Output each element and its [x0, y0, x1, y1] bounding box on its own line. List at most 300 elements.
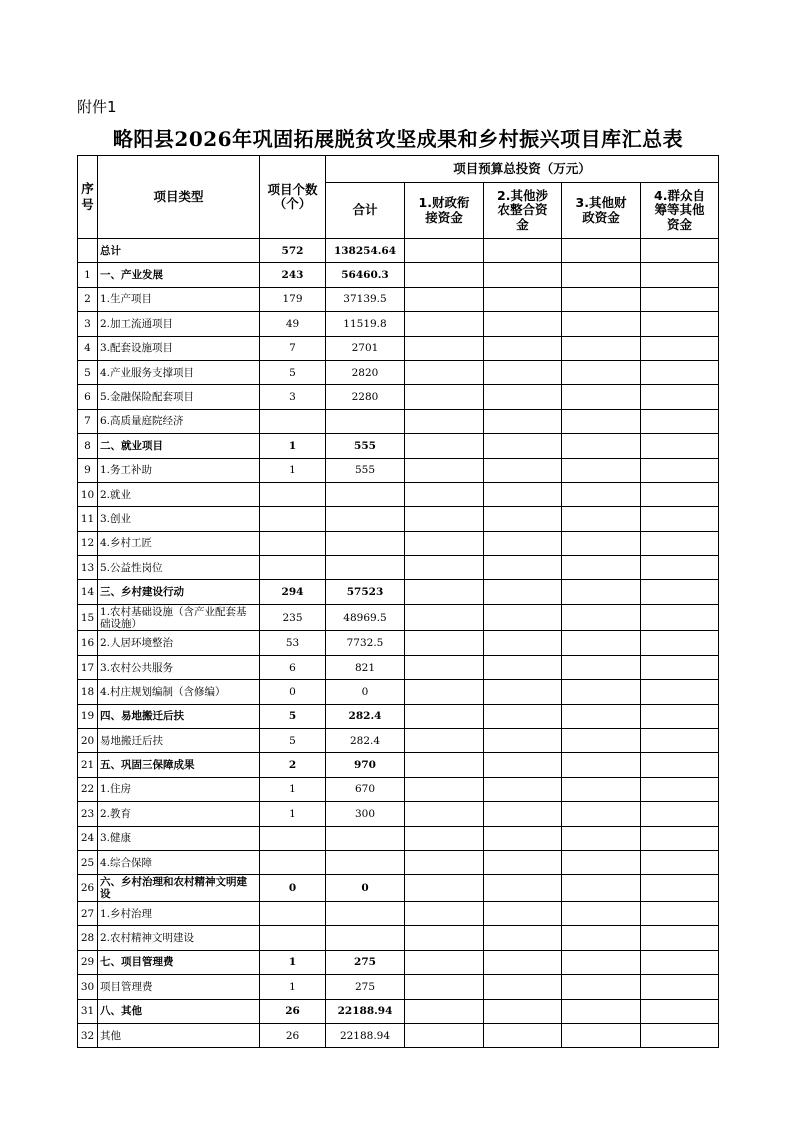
row-type-name: 3.配套设施项目 — [98, 336, 260, 360]
row-fund-1-cell — [405, 458, 484, 482]
table-row — [78, 482, 719, 506]
row-count: 49 — [260, 312, 326, 336]
row-fund-4-cell — [641, 753, 719, 777]
table-body — [78, 239, 719, 1048]
header-fund-3: 3.其他财政资金 — [562, 183, 641, 239]
row-type-name: 1.务工补助 — [98, 458, 260, 482]
row-fund-1-cell — [405, 482, 484, 506]
row-fund-3-cell — [562, 850, 641, 874]
row-seq: 20 — [78, 729, 98, 753]
row-fund-4-cell — [641, 901, 719, 925]
row-fund-4-cell — [641, 580, 719, 604]
row-fund-1-cell — [405, 631, 484, 655]
row-fund-2-cell — [484, 704, 562, 728]
row-count: 7 — [260, 336, 326, 360]
table-row — [78, 680, 719, 704]
row-fund-4-cell — [641, 409, 719, 433]
row-count: 0 — [260, 680, 326, 704]
row-count: 1 — [260, 458, 326, 482]
row-fund-1-cell — [405, 507, 484, 531]
table-row — [78, 655, 719, 679]
row-count: 6 — [260, 655, 326, 679]
row-seq: 3 — [78, 312, 98, 336]
row-type-name: 2.农村精神文明建设 — [98, 926, 260, 950]
row-total — [326, 507, 405, 531]
row-type-name: 一、产业发展 — [98, 263, 260, 287]
row-fund-4-cell — [641, 312, 719, 336]
row-count — [260, 507, 326, 531]
row-fund-3-cell — [562, 777, 641, 801]
row-fund-3-cell — [562, 802, 641, 826]
row-fund-3-cell — [562, 409, 641, 433]
row-fund-4-cell — [641, 360, 719, 384]
row-count — [260, 926, 326, 950]
row-count: 572 — [260, 239, 326, 263]
row-fund-4-cell — [641, 802, 719, 826]
attachment-label: 附件1 — [77, 98, 117, 116]
row-seq: 8 — [78, 434, 98, 458]
row-fund-2-cell — [484, 631, 562, 655]
row-total: 37139.5 — [326, 287, 405, 311]
table-row — [78, 875, 719, 902]
row-count — [260, 826, 326, 850]
row-seq: 32 — [78, 1023, 98, 1047]
table-row — [78, 950, 719, 974]
row-type-name: 3.健康 — [98, 826, 260, 850]
row-seq: 7 — [78, 409, 98, 433]
row-fund-2-cell — [484, 263, 562, 287]
row-fund-4-cell — [641, 239, 719, 263]
row-fund-4-cell — [641, 729, 719, 753]
row-count: 53 — [260, 631, 326, 655]
row-fund-2-cell — [484, 580, 562, 604]
row-fund-2-cell — [484, 531, 562, 555]
row-type-name: 二、就业项目 — [98, 434, 260, 458]
row-fund-2-cell — [484, 802, 562, 826]
row-fund-2-cell — [484, 875, 562, 902]
row-total: 56460.3 — [326, 263, 405, 287]
row-seq: 22 — [78, 777, 98, 801]
row-fund-1-cell — [405, 239, 484, 263]
row-type-name: 总计 — [98, 239, 260, 263]
row-fund-2-cell — [484, 385, 562, 409]
row-fund-3-cell — [562, 556, 641, 580]
row-fund-3-cell — [562, 926, 641, 950]
row-seq: 6 — [78, 385, 98, 409]
row-type-name: 项目管理费 — [98, 975, 260, 999]
row-seq: 5 — [78, 360, 98, 384]
row-fund-4-cell — [641, 680, 719, 704]
row-fund-1-cell — [405, 531, 484, 555]
row-fund-4-cell — [641, 826, 719, 850]
row-fund-1-cell — [405, 850, 484, 874]
row-type-name: 五、巩固三保障成果 — [98, 753, 260, 777]
table-row — [78, 604, 719, 631]
row-seq: 14 — [78, 580, 98, 604]
row-fund-4-cell — [641, 531, 719, 555]
row-total: 0 — [326, 875, 405, 902]
row-fund-2-cell — [484, 312, 562, 336]
row-count: 26 — [260, 999, 326, 1023]
row-count: 5 — [260, 729, 326, 753]
table-row — [78, 531, 719, 555]
row-fund-2-cell — [484, 753, 562, 777]
table-row — [78, 850, 719, 874]
table-row — [78, 507, 719, 531]
row-fund-3-cell — [562, 680, 641, 704]
row-fund-3-cell — [562, 1023, 641, 1047]
row-total: 2820 — [326, 360, 405, 384]
row-count: 294 — [260, 580, 326, 604]
row-seq: 4 — [78, 336, 98, 360]
row-count: 3 — [260, 385, 326, 409]
document-title: 略阳县2026年巩固拓展脱贫攻坚成果和乡村振兴项目库汇总表 — [112, 127, 684, 151]
table-row — [78, 753, 719, 777]
row-total: 282.4 — [326, 704, 405, 728]
row-fund-1-cell — [405, 729, 484, 753]
row-type-name: 八、其他 — [98, 999, 260, 1023]
row-fund-3-cell — [562, 507, 641, 531]
row-count — [260, 901, 326, 925]
row-type-name: 2.加工流通项目 — [98, 312, 260, 336]
row-fund-2-cell — [484, 950, 562, 974]
row-count: 1 — [260, 950, 326, 974]
row-fund-1-cell — [405, 580, 484, 604]
row-fund-1-cell — [405, 680, 484, 704]
row-count: 235 — [260, 604, 326, 631]
table-row — [78, 802, 719, 826]
row-fund-4-cell — [641, 336, 719, 360]
row-seq: 12 — [78, 531, 98, 555]
table-row — [78, 901, 719, 925]
row-count — [260, 409, 326, 433]
row-total: 2701 — [326, 336, 405, 360]
row-total: 57523 — [326, 580, 405, 604]
row-seq: 27 — [78, 901, 98, 925]
table-row — [78, 360, 719, 384]
row-total — [326, 901, 405, 925]
header-fund-1: 1.财政衔接资金 — [405, 183, 484, 239]
table-row — [78, 287, 719, 311]
row-fund-3-cell — [562, 312, 641, 336]
row-fund-4-cell — [641, 1023, 719, 1047]
table-row — [78, 926, 719, 950]
row-fund-4-cell — [641, 507, 719, 531]
row-fund-2-cell — [484, 901, 562, 925]
table-row — [78, 580, 719, 604]
table-row — [78, 263, 719, 287]
row-fund-2-cell — [484, 1023, 562, 1047]
row-fund-4-cell — [641, 482, 719, 506]
row-total — [326, 826, 405, 850]
row-type-name: 5.金融保险配套项目 — [98, 385, 260, 409]
header-budget-group: 项目预算总投资（万元） — [326, 156, 719, 183]
row-type-name: 2.人居环境整治 — [98, 631, 260, 655]
row-fund-3-cell — [562, 604, 641, 631]
row-fund-2-cell — [484, 655, 562, 679]
row-fund-1-cell — [405, 875, 484, 902]
row-total: 2280 — [326, 385, 405, 409]
row-total: 282.4 — [326, 729, 405, 753]
row-seq: 19 — [78, 704, 98, 728]
row-type-name: 4.产业服务支撑项目 — [98, 360, 260, 384]
row-count: 5 — [260, 360, 326, 384]
row-fund-2-cell — [484, 434, 562, 458]
row-count — [260, 556, 326, 580]
row-seq: 21 — [78, 753, 98, 777]
row-fund-2-cell — [484, 850, 562, 874]
row-fund-3-cell — [562, 704, 641, 728]
header-fund-4: 4.群众自筹等其他资金 — [641, 183, 719, 239]
row-fund-3-cell — [562, 655, 641, 679]
row-fund-1-cell — [405, 1023, 484, 1047]
row-total: 48969.5 — [326, 604, 405, 631]
header-type: 项目类型 — [98, 156, 260, 239]
row-fund-2-cell — [484, 239, 562, 263]
row-fund-2-cell — [484, 336, 562, 360]
row-fund-4-cell — [641, 850, 719, 874]
row-fund-3-cell — [562, 482, 641, 506]
row-fund-1-cell — [405, 409, 484, 433]
row-fund-4-cell — [641, 999, 719, 1023]
row-total: 275 — [326, 975, 405, 999]
table-row — [78, 312, 719, 336]
row-seq: 23 — [78, 802, 98, 826]
row-fund-1-cell — [405, 753, 484, 777]
row-fund-2-cell — [484, 826, 562, 850]
row-total: 275 — [326, 950, 405, 974]
row-type-name: 六、乡村治理和农村精神文明建设 — [98, 875, 260, 902]
row-fund-3-cell — [562, 580, 641, 604]
row-fund-3-cell — [562, 458, 641, 482]
row-type-name: 4.综合保障 — [98, 850, 260, 874]
row-total: 970 — [326, 753, 405, 777]
row-seq — [78, 239, 98, 263]
row-fund-3-cell — [562, 950, 641, 974]
row-count: 179 — [260, 287, 326, 311]
table-row — [78, 239, 719, 263]
row-fund-4-cell — [641, 975, 719, 999]
row-fund-3-cell — [562, 729, 641, 753]
row-seq: 28 — [78, 926, 98, 950]
row-fund-1-cell — [405, 287, 484, 311]
row-fund-3-cell — [562, 336, 641, 360]
row-fund-3-cell — [562, 875, 641, 902]
row-seq: 31 — [78, 999, 98, 1023]
row-fund-2-cell — [484, 482, 562, 506]
row-fund-2-cell — [484, 975, 562, 999]
row-fund-3-cell — [562, 434, 641, 458]
header-fund-2: 2.其他涉农整合资金 — [484, 183, 562, 239]
row-seq: 26 — [78, 875, 98, 902]
row-total: 22188.94 — [326, 1023, 405, 1047]
row-fund-2-cell — [484, 604, 562, 631]
row-fund-2-cell — [484, 729, 562, 753]
row-fund-1-cell — [405, 336, 484, 360]
row-total — [326, 531, 405, 555]
row-total: 11519.8 — [326, 312, 405, 336]
row-count: 0 — [260, 875, 326, 902]
row-fund-2-cell — [484, 409, 562, 433]
table-row — [78, 631, 719, 655]
row-total: 670 — [326, 777, 405, 801]
row-type-name: 3.创业 — [98, 507, 260, 531]
table-row — [78, 777, 719, 801]
row-fund-3-cell — [562, 826, 641, 850]
summary-table — [77, 155, 719, 1048]
row-fund-2-cell — [484, 287, 562, 311]
row-seq: 16 — [78, 631, 98, 655]
row-fund-2-cell — [484, 458, 562, 482]
row-fund-1-cell — [405, 434, 484, 458]
row-fund-4-cell — [641, 434, 719, 458]
row-fund-3-cell — [562, 901, 641, 925]
row-type-name: 四、易地搬迁后扶 — [98, 704, 260, 728]
row-fund-3-cell — [562, 360, 641, 384]
row-fund-3-cell — [562, 753, 641, 777]
row-fund-1-cell — [405, 950, 484, 974]
row-fund-3-cell — [562, 999, 641, 1023]
row-type-name: 6.高质量庭院经济 — [98, 409, 260, 433]
row-fund-4-cell — [641, 875, 719, 902]
row-fund-1-cell — [405, 312, 484, 336]
row-seq: 11 — [78, 507, 98, 531]
header-seq: 序号 — [78, 156, 98, 239]
row-total: 821 — [326, 655, 405, 679]
table-row — [78, 999, 719, 1023]
row-fund-1-cell — [405, 901, 484, 925]
row-type-name: 4.村庄规划编制（含修编） — [98, 680, 260, 704]
row-type-name: 七、项目管理费 — [98, 950, 260, 974]
row-fund-4-cell — [641, 556, 719, 580]
row-count: 1 — [260, 777, 326, 801]
row-total: 138254.64 — [326, 239, 405, 263]
row-seq: 17 — [78, 655, 98, 679]
row-fund-3-cell — [562, 239, 641, 263]
row-total — [326, 556, 405, 580]
row-fund-4-cell — [641, 287, 719, 311]
row-fund-1-cell — [405, 777, 484, 801]
row-fund-3-cell — [562, 975, 641, 999]
row-seq: 24 — [78, 826, 98, 850]
row-seq: 29 — [78, 950, 98, 974]
row-type-name: 1.农村基础设施（含产业配套基础设施） — [98, 604, 260, 631]
row-fund-4-cell — [641, 263, 719, 287]
row-type-name: 1.生产项目 — [98, 287, 260, 311]
row-total — [326, 409, 405, 433]
row-count: 5 — [260, 704, 326, 728]
table-row — [78, 385, 719, 409]
row-fund-3-cell — [562, 531, 641, 555]
row-type-name: 其他 — [98, 1023, 260, 1047]
table-row — [78, 1023, 719, 1047]
row-seq: 13 — [78, 556, 98, 580]
row-fund-4-cell — [641, 385, 719, 409]
row-total — [326, 926, 405, 950]
row-seq: 18 — [78, 680, 98, 704]
row-fund-1-cell — [405, 263, 484, 287]
row-count — [260, 482, 326, 506]
row-fund-4-cell — [641, 704, 719, 728]
table-row — [78, 409, 719, 433]
table-row — [78, 826, 719, 850]
row-total: 555 — [326, 458, 405, 482]
row-fund-4-cell — [641, 926, 719, 950]
row-fund-1-cell — [405, 556, 484, 580]
row-fund-4-cell — [641, 777, 719, 801]
row-fund-1-cell — [405, 604, 484, 631]
row-type-name: 易地搬迁后扶 — [98, 729, 260, 753]
row-type-name: 3.农村公共服务 — [98, 655, 260, 679]
row-fund-1-cell — [405, 385, 484, 409]
header-count: 项目个数（个） — [260, 156, 326, 239]
row-seq: 2 — [78, 287, 98, 311]
row-fund-1-cell — [405, 926, 484, 950]
row-count: 243 — [260, 263, 326, 287]
row-type-name: 1.住房 — [98, 777, 260, 801]
row-total — [326, 850, 405, 874]
row-total: 22188.94 — [326, 999, 405, 1023]
row-seq: 10 — [78, 482, 98, 506]
row-seq: 1 — [78, 263, 98, 287]
table-row — [78, 556, 719, 580]
table-row — [78, 458, 719, 482]
row-fund-4-cell — [641, 631, 719, 655]
row-fund-1-cell — [405, 999, 484, 1023]
row-count — [260, 531, 326, 555]
table-row — [78, 336, 719, 360]
table-row — [78, 704, 719, 728]
row-count: 1 — [260, 802, 326, 826]
row-total: 555 — [326, 434, 405, 458]
row-fund-1-cell — [405, 704, 484, 728]
row-fund-3-cell — [562, 631, 641, 655]
row-fund-2-cell — [484, 777, 562, 801]
row-fund-3-cell — [562, 385, 641, 409]
row-count: 1 — [260, 434, 326, 458]
table-row — [78, 729, 719, 753]
row-fund-2-cell — [484, 999, 562, 1023]
row-fund-2-cell — [484, 926, 562, 950]
row-fund-4-cell — [641, 458, 719, 482]
row-fund-3-cell — [562, 287, 641, 311]
row-type-name: 5.公益性岗位 — [98, 556, 260, 580]
row-fund-4-cell — [641, 950, 719, 974]
header-total: 合计 — [326, 183, 405, 239]
row-fund-4-cell — [641, 655, 719, 679]
row-seq: 9 — [78, 458, 98, 482]
row-fund-1-cell — [405, 975, 484, 999]
row-type-name: 三、乡村建设行动 — [98, 580, 260, 604]
row-fund-2-cell — [484, 680, 562, 704]
row-count: 2 — [260, 753, 326, 777]
row-seq: 15 — [78, 604, 98, 631]
row-count — [260, 850, 326, 874]
row-total — [326, 482, 405, 506]
row-type-name: 2.教育 — [98, 802, 260, 826]
table-row — [78, 975, 719, 999]
row-seq: 25 — [78, 850, 98, 874]
row-fund-1-cell — [405, 655, 484, 679]
row-fund-2-cell — [484, 507, 562, 531]
row-seq: 30 — [78, 975, 98, 999]
row-total: 7732.5 — [326, 631, 405, 655]
row-fund-3-cell — [562, 263, 641, 287]
row-fund-4-cell — [641, 604, 719, 631]
row-fund-2-cell — [484, 556, 562, 580]
row-count: 1 — [260, 975, 326, 999]
row-type-name: 4.乡村工匠 — [98, 531, 260, 555]
